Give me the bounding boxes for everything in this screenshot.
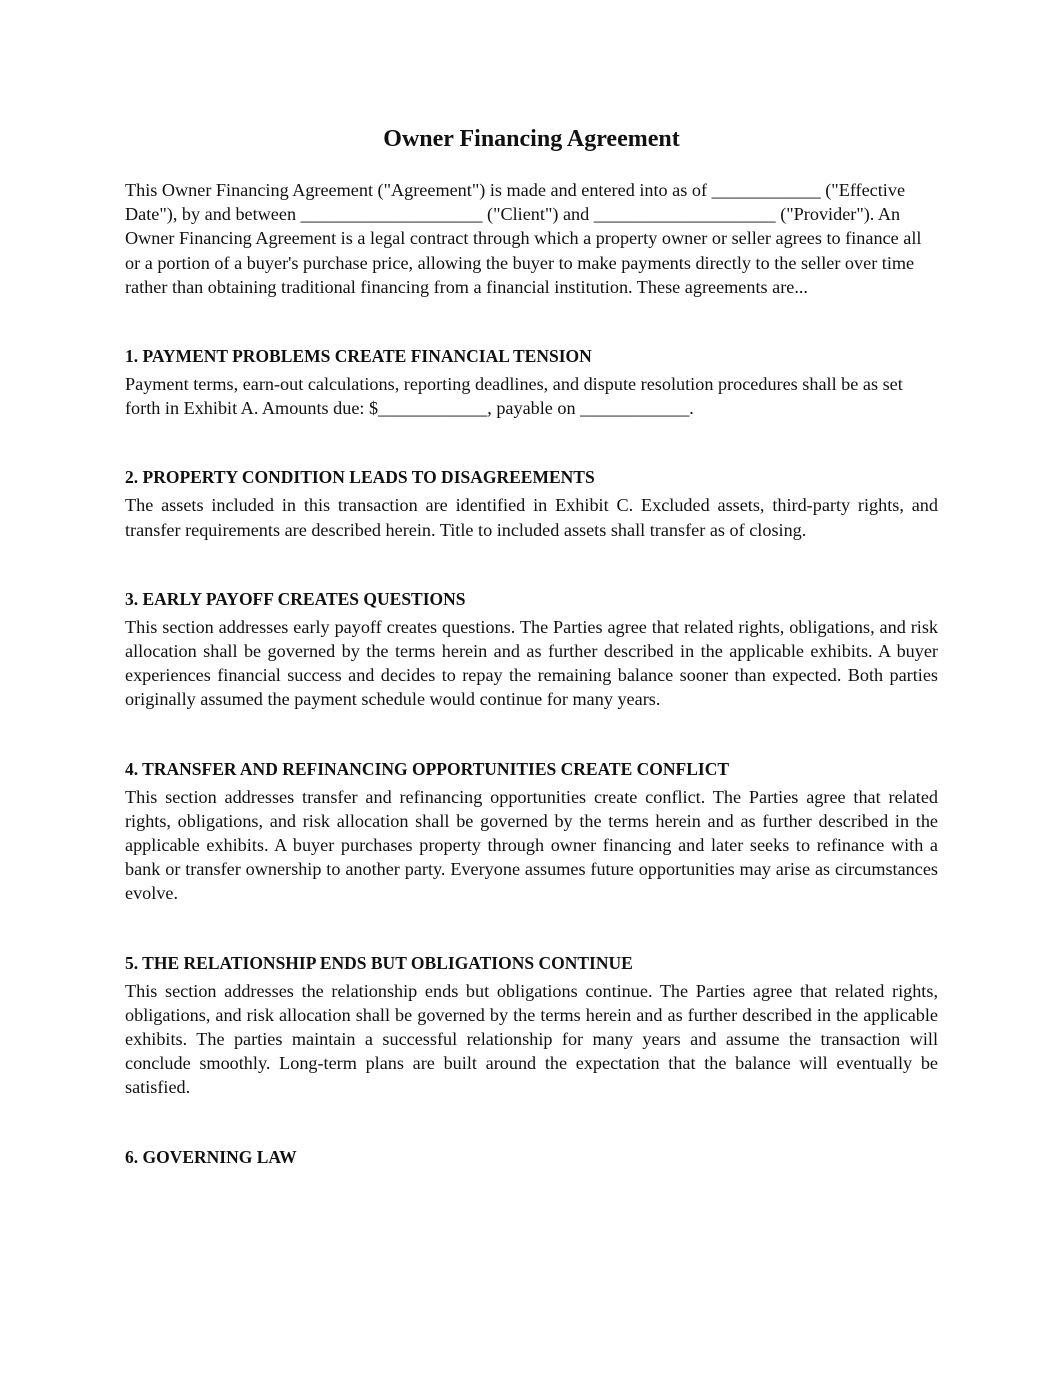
section-heading: 6. GOVERNING LAW xyxy=(125,1146,297,1167)
section-3 xyxy=(125,587,938,712)
section-heading: 3. EARLY PAYOFF CREATES QUESTIONS xyxy=(125,588,466,609)
section-heading: 2. PROPERTY CONDITION LEADS TO DISAGREEMENTS xyxy=(125,467,595,488)
section-body: This section addresses transfer and refinancing opportunities create conflict. The Parties agree that related rights, obligations, and risk allocation shall be governed by the terms herein and as further described in the applicable exhibits. A buyer purchases property through owner financing and later seeks to refinance with a bank or transfer ownership to another party. Everyone assumes future opportunities may arise as circumstances evolve. xyxy=(125,786,938,904)
section-6 xyxy=(125,1145,938,1169)
section-heading: 4. TRANSFER AND REFINANCING OPPORTUNITIES CREATE CONFLICT xyxy=(125,758,730,779)
section-1 xyxy=(125,344,938,420)
section-heading: 5. THE RELATIONSHIP ENDS BUT OBLIGATIONS CONTINUE xyxy=(125,952,633,973)
document-page xyxy=(125,124,938,1214)
section-body: Payment terms, earn-out calculations, reporting deadlines, and dispute resolution procedures shall be as set forth in Exhibit A. Amounts due: $____________, payable on ____________. xyxy=(125,374,903,419)
section-body: This section addresses early payoff creates questions. The Parties agree that related rights, obligations, and risk allocation shall be governed by the terms herein and as further described in the applicable exhibits. A buyer experiences financial success and decides to repay the remaining balance sooner than expected. Both parties originally assumed the payment schedule would continue for many years. xyxy=(125,616,938,710)
section-5 xyxy=(125,951,938,1100)
section-heading: 1. PAYMENT PROBLEMS CREATE FINANCIAL TENSION xyxy=(125,346,592,367)
intro-paragraph: This Owner Financing Agreement ("Agreement") is made and entered into as of ____________ ("Effective Date"), by and between ____________________ ("Client") and ____________________ ("Provider"). An Owner Financing Agreement is a legal contract through which a property owner or seller agrees to finance all or a portion of a buyer's purchase price, allowing the buyer to make payments directly to the seller over time rather than obtaining traditional financing from a financial institution. These agreements are... xyxy=(125,180,922,297)
section-body: The assets included in this transaction are identified in Exhibit C. Excluded assets, third-party rights, and transfer requirements are described herein. Title to included assets shall transfer as of closing. xyxy=(125,495,938,540)
section-4 xyxy=(125,757,938,906)
section-2 xyxy=(125,465,938,541)
document-title: Owner Financing Agreement xyxy=(383,126,680,152)
section-body: This section addresses the relationship ends but obligations continue. The Parties agree that related rights, obligations, and risk allocation shall be governed by the terms herein and as further described in the applicable exhibits. The parties maintain a successful relationship for many years and assume the transaction will conclude smoothly. Long-term plans are built around the expectation that the balance will eventually be satisfied. xyxy=(125,980,938,1098)
